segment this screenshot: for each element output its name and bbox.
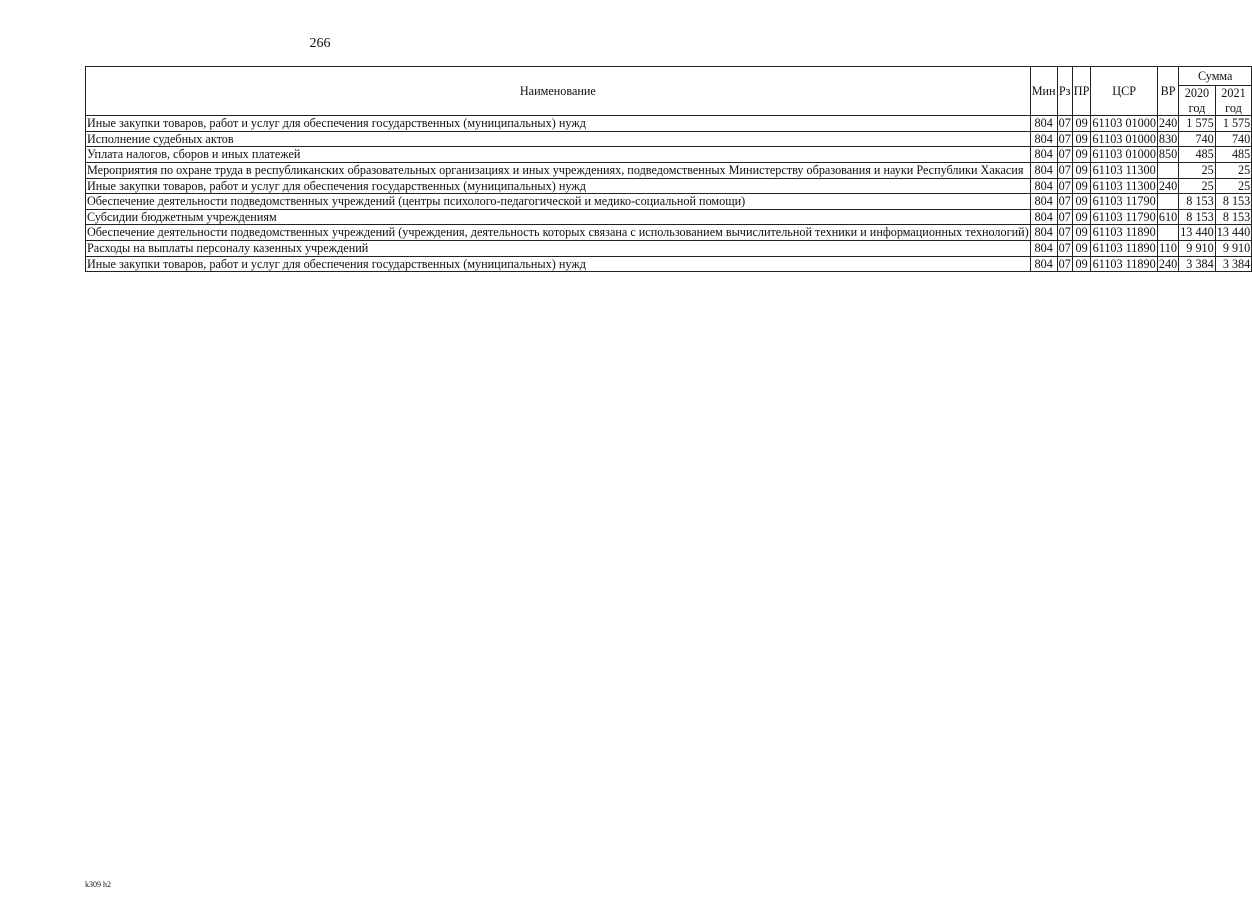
cell-vr bbox=[1157, 162, 1178, 178]
cell-rz: 07 bbox=[1058, 225, 1071, 240]
table-row bbox=[86, 225, 1252, 241]
cell-2020: 1 575 bbox=[1179, 116, 1216, 132]
table-row bbox=[86, 162, 1252, 178]
cell-rz: 07 bbox=[1058, 162, 1071, 177]
header-year-2020: 2020 год bbox=[1179, 86, 1216, 116]
cell-rz: 07 bbox=[1058, 116, 1071, 131]
cell-rz: 07 bbox=[1058, 147, 1071, 162]
cell-pr: 09 bbox=[1072, 162, 1091, 178]
cell-2020: 485 bbox=[1179, 147, 1216, 163]
cell-2021: 1 575 bbox=[1215, 116, 1252, 132]
cell-name: Уплата налогов, сборов и иных платежей bbox=[86, 147, 1031, 163]
table-row bbox=[86, 116, 1252, 132]
cell-2021: 13 440 bbox=[1216, 225, 1251, 240]
cell-pr: 09 bbox=[1072, 116, 1091, 132]
table-row bbox=[86, 131, 1252, 147]
cell-2020: 8 153 bbox=[1179, 209, 1216, 225]
cell-rz: 07 bbox=[1058, 209, 1071, 224]
cell-name: Субсидии бюджетным учреждениям bbox=[86, 209, 1031, 225]
table-row bbox=[86, 194, 1252, 210]
header-year-2021: 2021 год bbox=[1215, 86, 1252, 116]
cell-csr: 61103 11890 bbox=[1092, 240, 1156, 255]
cell-csr: 61103 11300 bbox=[1092, 178, 1156, 193]
cell-min: 804 bbox=[1030, 256, 1057, 272]
cell-name: Мероприятия по охране труда в республиканских образовательных организациях и иных учреждениях, подведомственных Министерству образования и науки Республики Хакасия bbox=[86, 162, 1031, 178]
cell-csr: 61103 11790 bbox=[1092, 194, 1156, 209]
cell-2021: 25 bbox=[1215, 178, 1252, 194]
cell-name: Исполнение судебных актов bbox=[86, 131, 1031, 147]
cell-min: 804 bbox=[1030, 116, 1057, 132]
budget-table bbox=[85, 66, 1252, 272]
cell-pr: 09 bbox=[1072, 194, 1091, 210]
cell-vr bbox=[1157, 225, 1178, 241]
cell-pr: 09 bbox=[1072, 225, 1091, 241]
cell-pr: 09 bbox=[1072, 147, 1091, 163]
cell-2020: 740 bbox=[1179, 131, 1216, 147]
header-rz: Рз bbox=[1057, 67, 1072, 116]
cell-csr: 61103 11300 bbox=[1092, 162, 1156, 177]
cell-rz: 07 bbox=[1058, 131, 1071, 146]
header-sum: Сумма bbox=[1179, 67, 1252, 86]
cell-2021: 740 bbox=[1215, 131, 1252, 147]
cell-2021: 9 910 bbox=[1215, 240, 1252, 256]
cell-vr bbox=[1157, 194, 1178, 210]
cell-2020: 25 bbox=[1179, 162, 1216, 178]
cell-pr: 09 bbox=[1072, 209, 1091, 225]
cell-min: 804 bbox=[1030, 162, 1057, 178]
cell-vr: 240 bbox=[1158, 116, 1178, 131]
cell-csr: 61103 11790 bbox=[1092, 209, 1156, 224]
cell-min: 804 bbox=[1030, 131, 1057, 147]
table-row bbox=[86, 209, 1252, 225]
cell-2021: 485 bbox=[1215, 147, 1252, 163]
cell-2021: 3 384 bbox=[1215, 256, 1252, 272]
cell-csr: 61103 01000 bbox=[1092, 131, 1156, 146]
cell-vr: 240 bbox=[1158, 178, 1178, 193]
cell-min: 804 bbox=[1030, 240, 1057, 256]
cell-min: 804 bbox=[1030, 209, 1057, 225]
cell-vr: 110 bbox=[1159, 240, 1177, 255]
cell-min: 804 bbox=[1030, 225, 1057, 241]
cell-vr: 850 bbox=[1158, 147, 1178, 162]
table-row bbox=[86, 178, 1252, 194]
table-row bbox=[86, 147, 1252, 163]
cell-csr: 61103 01000 bbox=[1092, 147, 1156, 162]
header-min: Мин bbox=[1030, 67, 1057, 116]
cell-rz: 07 bbox=[1058, 178, 1071, 193]
header-pr: ПР bbox=[1072, 67, 1091, 116]
cell-pr: 09 bbox=[1072, 240, 1091, 256]
cell-2020: 13 440 bbox=[1180, 225, 1214, 240]
cell-2020: 25 bbox=[1179, 178, 1216, 194]
page-number: 266 bbox=[309, 36, 331, 51]
cell-rz: 07 bbox=[1058, 256, 1071, 271]
cell-name: Обеспечение деятельности подведомственных учреждений (учреждения, деятельность которых связана с использованием вычислительной техники и информационных технологий) bbox=[87, 225, 1029, 240]
cell-2020: 3 384 bbox=[1179, 256, 1216, 272]
cell-csr: 61103 01000 bbox=[1092, 116, 1156, 131]
table-row bbox=[86, 256, 1252, 272]
cell-name: Иные закупки товаров, работ и услуг для обеспечения государственных (муниципальных) нужд bbox=[86, 178, 1031, 194]
header-vr: ВР bbox=[1157, 67, 1178, 116]
cell-name: Обеспечение деятельности подведомственных учреждений (центры психолого-педагогической и медико-социальной помощи) bbox=[86, 194, 1031, 210]
cell-min: 804 bbox=[1030, 178, 1057, 194]
cell-pr: 09 bbox=[1072, 178, 1091, 194]
cell-min: 804 bbox=[1030, 194, 1057, 210]
cell-vr: 610 bbox=[1158, 209, 1178, 224]
cell-2020: 8 153 bbox=[1179, 194, 1216, 210]
header-name: Наименование bbox=[86, 67, 1031, 116]
cell-name: Иные закупки товаров, работ и услуг для обеспечения государственных (муниципальных) нужд bbox=[86, 256, 1031, 272]
footer-code: k309 h2 bbox=[85, 880, 111, 889]
table-body bbox=[86, 116, 1252, 272]
cell-name: Расходы на выплаты персоналу казенных учреждений bbox=[86, 240, 1031, 256]
cell-name: Иные закупки товаров, работ и услуг для обеспечения государственных (муниципальных) нужд bbox=[86, 116, 1031, 132]
cell-vr: 240 bbox=[1158, 256, 1178, 271]
table-row bbox=[86, 240, 1252, 256]
cell-2021: 8 153 bbox=[1215, 194, 1252, 210]
cell-csr: 61103 11890 bbox=[1092, 256, 1156, 271]
cell-rz: 07 bbox=[1058, 240, 1071, 255]
header-csr: ЦСР bbox=[1091, 67, 1158, 116]
cell-2020: 9 910 bbox=[1179, 240, 1216, 256]
cell-pr: 09 bbox=[1072, 131, 1091, 147]
cell-csr: 61103 11890 bbox=[1092, 225, 1156, 240]
cell-rz: 07 bbox=[1058, 194, 1071, 209]
cell-2021: 8 153 bbox=[1215, 209, 1252, 225]
table-header bbox=[86, 67, 1252, 116]
cell-2021: 25 bbox=[1215, 162, 1252, 178]
cell-vr: 830 bbox=[1158, 131, 1178, 146]
cell-min: 804 bbox=[1030, 147, 1057, 163]
cell-pr: 09 bbox=[1072, 256, 1091, 272]
